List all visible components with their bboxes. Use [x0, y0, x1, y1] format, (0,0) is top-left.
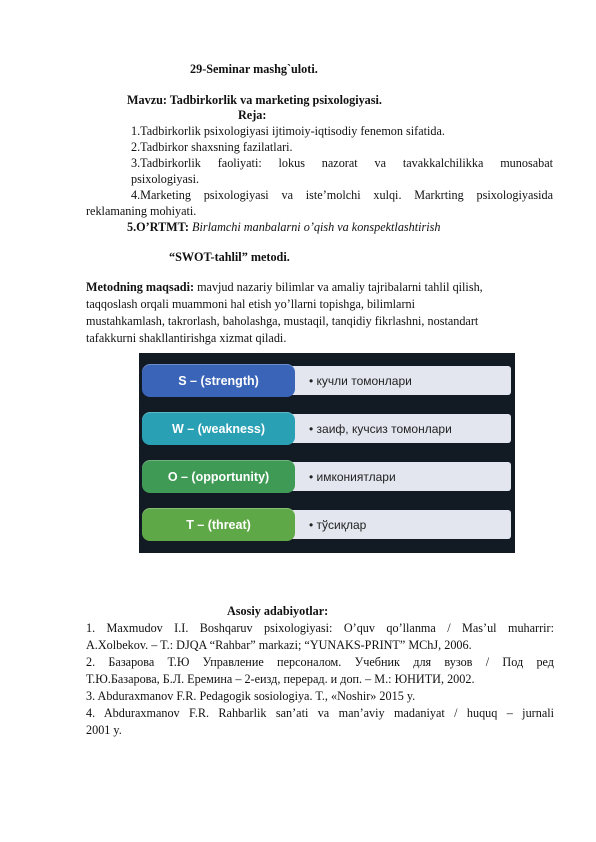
rtmt-line: [127, 220, 441, 235]
plan-item-3: 3.Tadbirkorlik faoliyati: lokus nazorat va tavakkalchilikka munosabat: [131, 156, 553, 170]
swot-row-strength: [139, 360, 515, 400]
swot-label-threat: T – (threat): [142, 508, 295, 541]
swot-diagram: [139, 353, 515, 553]
plan-item-4-cont: reklamaning mohiyati.: [86, 204, 197, 218]
swot-text-threat: • тўсиқлар: [281, 510, 511, 539]
reference-3: 3. Abduraxmanov F.R. Pedagogik sosiologiya. T., «Noshir» 2015 y.: [86, 689, 416, 703]
swot-row-opportunity: [139, 456, 515, 496]
rtmt-text: Birlamchi manbalarni o’qish va konspektlashtirish: [192, 220, 441, 234]
swot-label-opportunity: O – (opportunity): [142, 460, 295, 493]
method-line-2: taqqoslash orqali muammoni hal etish yo’llarni topishga, bilimlarni: [86, 297, 416, 311]
method-label: Metodning maqsadi:: [86, 280, 195, 294]
plan-item-4: 4.Marketing psixologiyasi va iste’molchi xulqi. Markrting psixologiyasida: [131, 188, 553, 202]
swot-text-opportunity: • имкониятлари: [281, 462, 511, 491]
swot-text-weakness: • заиф, кучсиз томонлари: [281, 414, 511, 443]
references-title: Asosiy adabiyotlar:: [227, 604, 329, 618]
method-text-1: mavjud nazariy bilimlar va amaliy tajribalarni tahlil qilish,: [197, 280, 483, 294]
plan-item-2: 2.Tadbirkor shaxsning fazilatlari.: [131, 140, 293, 154]
method-line-4: tafakkurni shakllantirishga xizmat qiladi.: [86, 331, 287, 345]
swot-row-threat: [139, 504, 515, 544]
method-line-3: mustahkamlash, takrorlash, baholashga, mustaqil, tanqidiy fikrlashni, nostandart: [86, 314, 479, 328]
plan-title: Reja:: [238, 108, 267, 122]
reference-4-cont: 2001 y.: [86, 723, 122, 737]
reference-2-cont: Т.Ю.Базарова, Б.Л. Еремина – 2-еизд, перерад. и доп. – М.: ЮНИТИ, 2002.: [86, 672, 475, 686]
swot-label-strength: S – (strength): [142, 364, 295, 397]
method-title: “SWOT-tahlil” metodi.: [169, 250, 290, 264]
plan-item-3-cont: psixologiyasi.: [131, 172, 200, 186]
method-line-1: [86, 280, 483, 295]
reference-1-cont: A.Xolbekov. – T.: DJQA “Rahbar” markazi; “YUNAKS-PRINT” MChJ, 2006.: [86, 638, 472, 652]
swot-text-strength: • кучли томонлари: [281, 366, 511, 395]
swot-row-weakness: [139, 408, 515, 448]
plan-item-1: 1.Tadbirkorlik psixologiyasi ijtimoiy-iqtisodiy fenemon sifatida.: [131, 124, 445, 138]
rtmt-label: 5.O’RTMT:: [127, 220, 189, 234]
topic-line: [127, 93, 382, 108]
reference-2: 2. Базарова Т.Ю Управление персоналом. Учебник для вузов / Под ред: [86, 655, 554, 669]
swot-label-weakness: W – (weakness): [142, 412, 295, 445]
topic-label: Mavzu:: [127, 93, 167, 107]
topic-text: Tadbirkorlik va marketing psixologiyasi.: [169, 93, 382, 107]
seminar-title: 29-Seminar mashg`uloti.: [190, 62, 318, 76]
reference-4: 4. Abduraxmanov F.R. Rahbarlik san’ati va man’aviy madaniyat / huquq – jurnali: [86, 706, 554, 720]
reference-1: 1. Maxmudov I.I. Boshqaruv psixologiyasi: O’quv qo’llanma / Mas’ul muharrir:: [86, 621, 554, 635]
